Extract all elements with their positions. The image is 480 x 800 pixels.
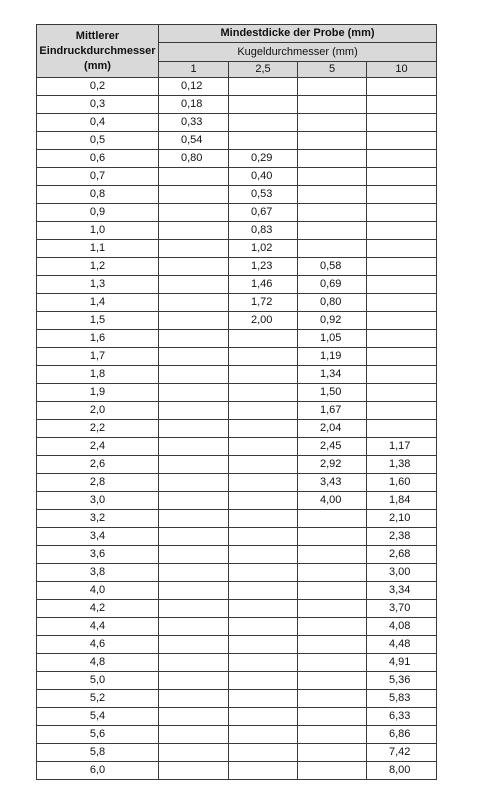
indent-diameter-cell: 5,6 [37, 726, 159, 744]
indent-diameter-cell: 1,9 [37, 384, 159, 402]
indent-diameter-cell: 2,0 [37, 402, 159, 420]
min-thickness-cell [298, 546, 367, 564]
min-thickness-cell: 4,00 [298, 492, 367, 510]
table-row [37, 240, 437, 258]
min-thickness-cell [298, 78, 367, 96]
min-thickness-cell: 1,19 [298, 348, 367, 366]
table-row [37, 276, 437, 294]
min-thickness-cell [298, 582, 367, 600]
min-thickness-cell: 8,00 [367, 762, 437, 780]
min-thickness-cell [298, 168, 367, 186]
min-thickness-cell [159, 186, 229, 204]
min-thickness-cell: 1,72 [229, 294, 298, 312]
min-thickness-cell [159, 240, 229, 258]
min-thickness-cell: 0,58 [298, 258, 367, 276]
min-thickness-cell [229, 348, 298, 366]
min-thickness-cell: 6,86 [367, 726, 437, 744]
indent-diameter-cell: 1,0 [37, 222, 159, 240]
indent-diameter-cell: 5,8 [37, 744, 159, 762]
indent-diameter-cell: 1,8 [37, 366, 159, 384]
table-row [37, 96, 437, 114]
indent-diameter-header-line-2: Eindruckdurchmesser [39, 44, 156, 57]
min-thickness-cell: 1,17 [367, 438, 437, 456]
min-thickness-cell: 0,33 [159, 114, 229, 132]
min-thickness-cell [229, 762, 298, 780]
min-thickness-cell: 0,67 [229, 204, 298, 222]
min-thickness-cell [229, 456, 298, 474]
min-thickness-cell [159, 510, 229, 528]
ball-diameter-header: Kugeldurchmesser (mm) [159, 43, 437, 61]
indent-diameter-cell: 5,0 [37, 672, 159, 690]
min-thickness-cell [229, 726, 298, 744]
min-thickness-cell: 0,80 [159, 150, 229, 168]
min-thickness-cell [298, 240, 367, 258]
min-thickness-cell [229, 420, 298, 438]
table-row [37, 330, 437, 348]
min-thickness-cell [159, 492, 229, 510]
min-thickness-cell: 2,92 [298, 456, 367, 474]
min-thickness-cell [159, 204, 229, 222]
table-row [37, 564, 437, 582]
min-thickness-cell [229, 618, 298, 636]
min-thickness-cell [159, 654, 229, 672]
indent-diameter-cell: 2,8 [37, 474, 159, 492]
min-thickness-cell [159, 600, 229, 618]
ball-diameter-col-4: 10 [367, 61, 437, 77]
indent-diameter-cell: 6,0 [37, 762, 159, 780]
min-thickness-cell [159, 546, 229, 564]
min-thickness-cell [367, 114, 437, 132]
min-thickness-cell [367, 168, 437, 186]
indent-diameter-cell: 0,4 [37, 114, 159, 132]
min-thickness-cell [229, 474, 298, 492]
min-thickness-cell [367, 330, 437, 348]
min-thickness-cell [159, 276, 229, 294]
table-row [37, 492, 437, 510]
min-thickness-cell [298, 618, 367, 636]
indent-diameter-cell: 4,2 [37, 600, 159, 618]
min-thickness-cell [298, 600, 367, 618]
table-row [37, 546, 437, 564]
min-thickness-cell [229, 564, 298, 582]
min-thickness-cell [367, 240, 437, 258]
table-row [37, 654, 437, 672]
min-thickness-cell [159, 474, 229, 492]
min-thickness-cell: 0,12 [159, 78, 229, 96]
indent-diameter-cell: 3,0 [37, 492, 159, 510]
min-thickness-cell: 1,05 [298, 330, 367, 348]
indent-diameter-cell: 4,4 [37, 618, 159, 636]
min-thickness-cell [159, 564, 229, 582]
min-thickness-cell: 2,45 [298, 438, 367, 456]
min-thickness-cell [159, 762, 229, 780]
table-row [37, 690, 437, 708]
min-thickness-cell [159, 384, 229, 402]
indent-diameter-header [37, 25, 159, 78]
indent-diameter-cell: 0,7 [37, 168, 159, 186]
min-thickness-cell [367, 258, 437, 276]
min-thickness-cell: 1,34 [298, 366, 367, 384]
min-thickness-cell [298, 132, 367, 150]
min-thickness-cell [367, 294, 437, 312]
min-thickness-cell: 0,92 [298, 312, 367, 330]
min-thickness-cell [229, 366, 298, 384]
min-thickness-cell [229, 96, 298, 114]
min-thickness-cell: 4,91 [367, 654, 437, 672]
table-row [37, 456, 437, 474]
min-thickness-cell [298, 636, 367, 654]
indent-diameter-cell: 1,6 [37, 330, 159, 348]
indent-diameter-cell: 0,8 [37, 186, 159, 204]
table-row [37, 258, 437, 276]
min-thickness-cell [159, 312, 229, 330]
indent-diameter-cell: 3,2 [37, 510, 159, 528]
min-thickness-cell: 7,42 [367, 744, 437, 762]
table-row [37, 600, 437, 618]
min-thickness-cell [229, 636, 298, 654]
table-row [37, 582, 437, 600]
indent-diameter-cell: 1,1 [37, 240, 159, 258]
table-row [37, 420, 437, 438]
min-thickness-cell: 6,33 [367, 708, 437, 726]
min-thickness-cell: 3,43 [298, 474, 367, 492]
min-thickness-cell: 5,36 [367, 672, 437, 690]
min-thickness-cell [159, 420, 229, 438]
min-thickness-cell [159, 618, 229, 636]
indent-diameter-cell: 3,8 [37, 564, 159, 582]
min-thickness-cell [229, 708, 298, 726]
min-thickness-cell [229, 330, 298, 348]
min-thickness-cell [367, 186, 437, 204]
indent-diameter-cell: 4,8 [37, 654, 159, 672]
min-thickness-cell [159, 528, 229, 546]
min-thickness-cell: 1,23 [229, 258, 298, 276]
indent-diameter-cell: 1,7 [37, 348, 159, 366]
min-thickness-cell [367, 150, 437, 168]
min-thickness-cell [367, 96, 437, 114]
min-thickness-cell [229, 402, 298, 420]
min-thickness-cell: 0,83 [229, 222, 298, 240]
min-thickness-cell: 2,38 [367, 528, 437, 546]
indent-diameter-cell: 0,9 [37, 204, 159, 222]
min-thickness-cell [367, 204, 437, 222]
table-row [37, 510, 437, 528]
min-thickness-cell [298, 564, 367, 582]
ball-diameter-col-2: 2,5 [229, 61, 298, 77]
min-thickness-cell: 1,50 [298, 384, 367, 402]
min-thickness-cell: 1,46 [229, 276, 298, 294]
min-thickness-cell [298, 762, 367, 780]
min-thickness-cell [159, 636, 229, 654]
indent-diameter-cell: 0,3 [37, 96, 159, 114]
indent-diameter-cell: 3,4 [37, 528, 159, 546]
min-thickness-cell [159, 402, 229, 420]
min-thickness-cell [367, 348, 437, 366]
min-thickness-cell [229, 384, 298, 402]
ball-diameter-col-3: 5 [298, 61, 367, 77]
min-thickness-header: Mindestdicke der Probe (mm) [159, 25, 437, 43]
indent-diameter-cell: 0,6 [37, 150, 159, 168]
min-thickness-cell: 4,08 [367, 618, 437, 636]
table-row [37, 438, 437, 456]
min-thickness-cell [298, 672, 367, 690]
table-row [37, 708, 437, 726]
min-thickness-cell [298, 654, 367, 672]
ball-diameter-col-1: 1 [159, 61, 229, 77]
min-thickness-cell [298, 726, 367, 744]
min-thickness-cell: 2,00 [229, 312, 298, 330]
min-thickness-cell: 1,84 [367, 492, 437, 510]
indent-diameter-cell: 1,2 [37, 258, 159, 276]
min-thickness-cell [298, 708, 367, 726]
min-thickness-cell [298, 204, 367, 222]
indent-diameter-cell: 0,5 [37, 132, 159, 150]
min-thickness-cell [229, 654, 298, 672]
table-row [37, 474, 437, 492]
min-thickness-cell [229, 492, 298, 510]
min-thickness-cell [229, 546, 298, 564]
min-thickness-cell [229, 528, 298, 546]
indent-diameter-cell: 0,2 [37, 78, 159, 96]
indent-diameter-cell: 2,2 [37, 420, 159, 438]
min-thickness-cell [298, 114, 367, 132]
thickness-table [36, 24, 437, 780]
min-thickness-cell [229, 510, 298, 528]
min-thickness-cell [159, 168, 229, 186]
min-thickness-cell [159, 438, 229, 456]
min-thickness-cell [159, 348, 229, 366]
indent-diameter-cell: 3,6 [37, 546, 159, 564]
indent-diameter-cell: 4,0 [37, 582, 159, 600]
table-row [37, 348, 437, 366]
indent-diameter-cell: 1,4 [37, 294, 159, 312]
min-thickness-cell: 0,29 [229, 150, 298, 168]
min-thickness-cell [229, 114, 298, 132]
indent-diameter-cell: 2,6 [37, 456, 159, 474]
min-thickness-cell [159, 330, 229, 348]
min-thickness-cell [159, 366, 229, 384]
min-thickness-cell [229, 78, 298, 96]
min-thickness-cell [298, 96, 367, 114]
min-thickness-cell: 3,34 [367, 582, 437, 600]
table-row [37, 528, 437, 546]
min-thickness-cell [367, 78, 437, 96]
table-row [37, 222, 437, 240]
min-thickness-cell [229, 582, 298, 600]
min-thickness-cell [298, 690, 367, 708]
min-thickness-cell [367, 402, 437, 420]
table-body [37, 78, 437, 780]
min-thickness-cell: 0,53 [229, 186, 298, 204]
indent-diameter-cell: 1,3 [37, 276, 159, 294]
min-thickness-cell [367, 420, 437, 438]
min-thickness-cell [367, 222, 437, 240]
min-thickness-cell [367, 276, 437, 294]
table-row [37, 294, 437, 312]
table-row [37, 636, 437, 654]
min-thickness-cell [298, 510, 367, 528]
min-thickness-cell [159, 582, 229, 600]
min-thickness-cell [159, 672, 229, 690]
min-thickness-cell [298, 528, 367, 546]
indent-diameter-cell: 2,4 [37, 438, 159, 456]
min-thickness-cell [298, 150, 367, 168]
min-thickness-cell [367, 366, 437, 384]
table-row [37, 312, 437, 330]
table-row [37, 726, 437, 744]
table-row [37, 384, 437, 402]
min-thickness-cell [159, 690, 229, 708]
min-thickness-cell: 0,54 [159, 132, 229, 150]
table-row [37, 402, 437, 420]
table-row [37, 744, 437, 762]
min-thickness-cell: 1,38 [367, 456, 437, 474]
indent-diameter-cell: 4,6 [37, 636, 159, 654]
min-thickness-cell [159, 726, 229, 744]
min-thickness-cell: 0,69 [298, 276, 367, 294]
min-thickness-cell [298, 186, 367, 204]
table-row [37, 150, 437, 168]
table-row [37, 618, 437, 636]
min-thickness-cell [229, 600, 298, 618]
min-thickness-cell: 4,48 [367, 636, 437, 654]
min-thickness-cell: 3,70 [367, 600, 437, 618]
table-row [37, 672, 437, 690]
table-row [37, 78, 437, 96]
min-thickness-cell [159, 294, 229, 312]
indent-diameter-cell: 5,4 [37, 708, 159, 726]
min-thickness-cell [159, 222, 229, 240]
min-thickness-cell [159, 456, 229, 474]
indent-diameter-cell: 1,5 [37, 312, 159, 330]
min-thickness-cell [159, 744, 229, 762]
indent-diameter-cell: 5,2 [37, 690, 159, 708]
min-thickness-cell: 1,60 [367, 474, 437, 492]
min-thickness-cell [367, 312, 437, 330]
min-thickness-cell: 5,83 [367, 690, 437, 708]
table-row [37, 186, 437, 204]
min-thickness-cell [298, 744, 367, 762]
min-thickness-cell: 2,68 [367, 546, 437, 564]
min-thickness-cell: 0,18 [159, 96, 229, 114]
min-thickness-cell: 2,04 [298, 420, 367, 438]
table-row [37, 366, 437, 384]
min-thickness-cell: 3,00 [367, 564, 437, 582]
min-thickness-cell [159, 708, 229, 726]
table-row [37, 762, 437, 780]
min-thickness-cell: 1,67 [298, 402, 367, 420]
min-thickness-cell [367, 132, 437, 150]
min-thickness-cell [229, 690, 298, 708]
min-thickness-cell [229, 744, 298, 762]
indent-diameter-header-line-1: Mittlerer [75, 29, 120, 42]
min-thickness-cell [159, 258, 229, 276]
table-row [37, 132, 437, 150]
table-header [37, 25, 437, 78]
min-thickness-cell [367, 384, 437, 402]
table-row [37, 114, 437, 132]
min-thickness-cell: 0,40 [229, 168, 298, 186]
min-thickness-cell [229, 672, 298, 690]
min-thickness-cell: 0,80 [298, 294, 367, 312]
min-thickness-cell: 2,10 [367, 510, 437, 528]
table-row [37, 204, 437, 222]
min-thickness-cell [229, 438, 298, 456]
min-thickness-cell: 1,02 [229, 240, 298, 258]
indent-diameter-header-line-3: (mm) [84, 59, 111, 72]
table-row [37, 168, 437, 186]
min-thickness-cell [229, 132, 298, 150]
min-thickness-cell [298, 222, 367, 240]
